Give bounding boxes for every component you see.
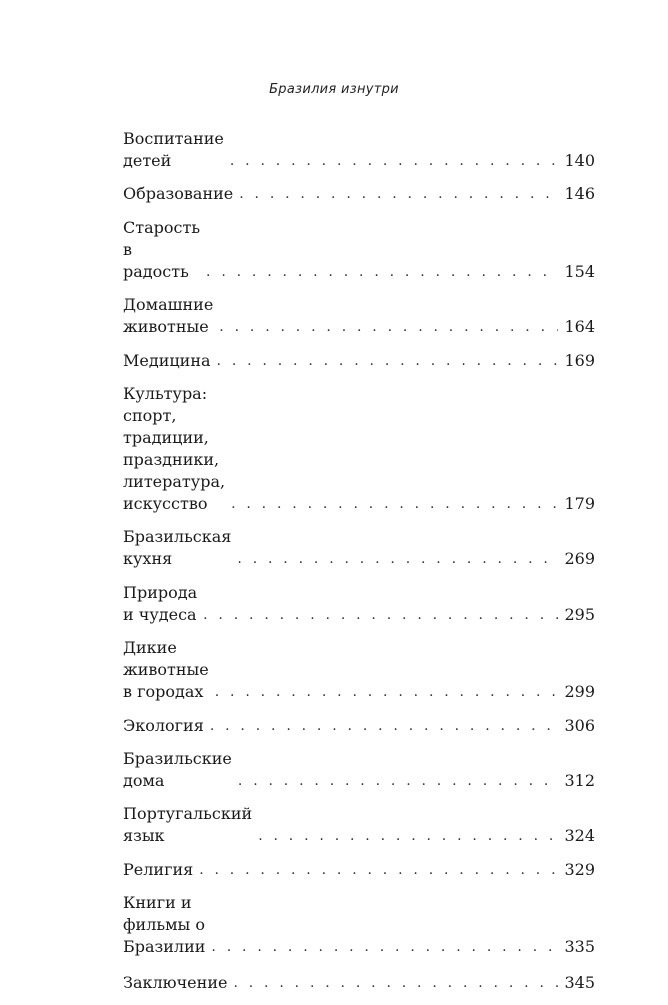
dot-leader <box>210 715 559 737</box>
toc-entry-knigi-filmy[interactable] <box>123 892 595 958</box>
dot-leader <box>211 936 558 958</box>
toc-entry-page: 164 <box>564 317 595 337</box>
toc-entry-meditsina[interactable] <box>123 350 595 372</box>
toc-entry-title: Португальский язык <box>123 804 253 846</box>
toc-entry-title <box>123 383 225 515</box>
toc-entry-page: 295 <box>564 604 595 624</box>
running-head: Бразилия изнутри <box>269 82 399 97</box>
toc-entry-kukhnya[interactable] <box>123 526 595 570</box>
toc-entry-title: Природа и чудеса <box>123 582 198 624</box>
toc-entry-page: 154 <box>564 261 595 281</box>
toc-entry-title-line-1: Культура: спорт, традиции, праздники, <box>123 383 220 469</box>
toc-entry-page: 345 <box>564 973 595 993</box>
toc-entry-title: Старость в радость <box>123 217 201 281</box>
toc-entry-title: Заключение <box>123 973 228 993</box>
toc-entry-ekologiya[interactable] <box>123 715 595 737</box>
toc-entry-page: 306 <box>564 715 595 735</box>
toc-entry-title: Бразильские дома <box>123 748 232 790</box>
toc-entry-kultura[interactable] <box>123 383 595 515</box>
table-of-contents <box>123 128 595 1005</box>
dot-leader <box>258 825 558 847</box>
dot-leader <box>237 548 558 570</box>
toc-entry-page: 146 <box>564 184 595 204</box>
toc-entry-page: 312 <box>564 770 595 790</box>
toc-entry-title-line-2: литература, искусство <box>123 471 226 513</box>
toc-entry-page: 329 <box>564 859 595 879</box>
toc-entry-title: Религия <box>123 859 194 879</box>
toc-entry-zaklyuchenie[interactable] <box>123 972 595 994</box>
toc-entry-title: Бразильская кухня <box>123 527 232 569</box>
toc-entry-page: 335 <box>564 937 595 957</box>
toc-entry-doma[interactable] <box>123 748 595 792</box>
toc-entry-title: Образование <box>123 184 234 204</box>
dot-leader <box>206 261 558 283</box>
toc-entry-title: Экология <box>123 715 204 735</box>
toc-entry-title: Медицина <box>123 350 211 370</box>
dot-leader <box>217 350 559 372</box>
toc-entry-page: 324 <box>564 826 595 846</box>
toc-entry-page: 179 <box>564 493 595 513</box>
toc-entry-title: Воспитание детей <box>123 129 224 170</box>
dot-leader <box>215 681 559 703</box>
toc-entry-title: Книги и фильмы о Бразилии <box>123 893 206 957</box>
toc-entry-priroda[interactable] <box>123 582 595 626</box>
toc-entry-vospitanie-detey[interactable] <box>123 128 595 172</box>
toc-entry-domashnie-zhivotnye[interactable] <box>123 294 595 338</box>
dot-leader <box>231 493 558 515</box>
dot-leader <box>199 859 558 881</box>
toc-entry-page: 299 <box>564 682 595 702</box>
toc-entry-page: 169 <box>564 350 595 370</box>
toc-entry-obrazovanie[interactable] <box>123 183 595 205</box>
toc-entry-page: 269 <box>564 549 595 569</box>
toc-entry-title: Домашние животные <box>123 295 214 337</box>
dot-leader <box>219 316 558 338</box>
toc-entry-dikie-zhivotnye[interactable] <box>123 637 595 703</box>
toc-entry-starost[interactable] <box>123 217 595 283</box>
toc-entry-religiya[interactable] <box>123 859 595 881</box>
dot-leader <box>230 150 559 172</box>
dot-leader <box>238 770 559 792</box>
toc-entry-title: Дикие животные в городах <box>123 638 209 702</box>
dot-leader <box>239 183 558 205</box>
toc-entry-page: 140 <box>564 151 595 170</box>
dot-leader <box>233 972 558 994</box>
dot-leader <box>203 604 558 626</box>
toc-entry-yazyk[interactable] <box>123 803 595 847</box>
